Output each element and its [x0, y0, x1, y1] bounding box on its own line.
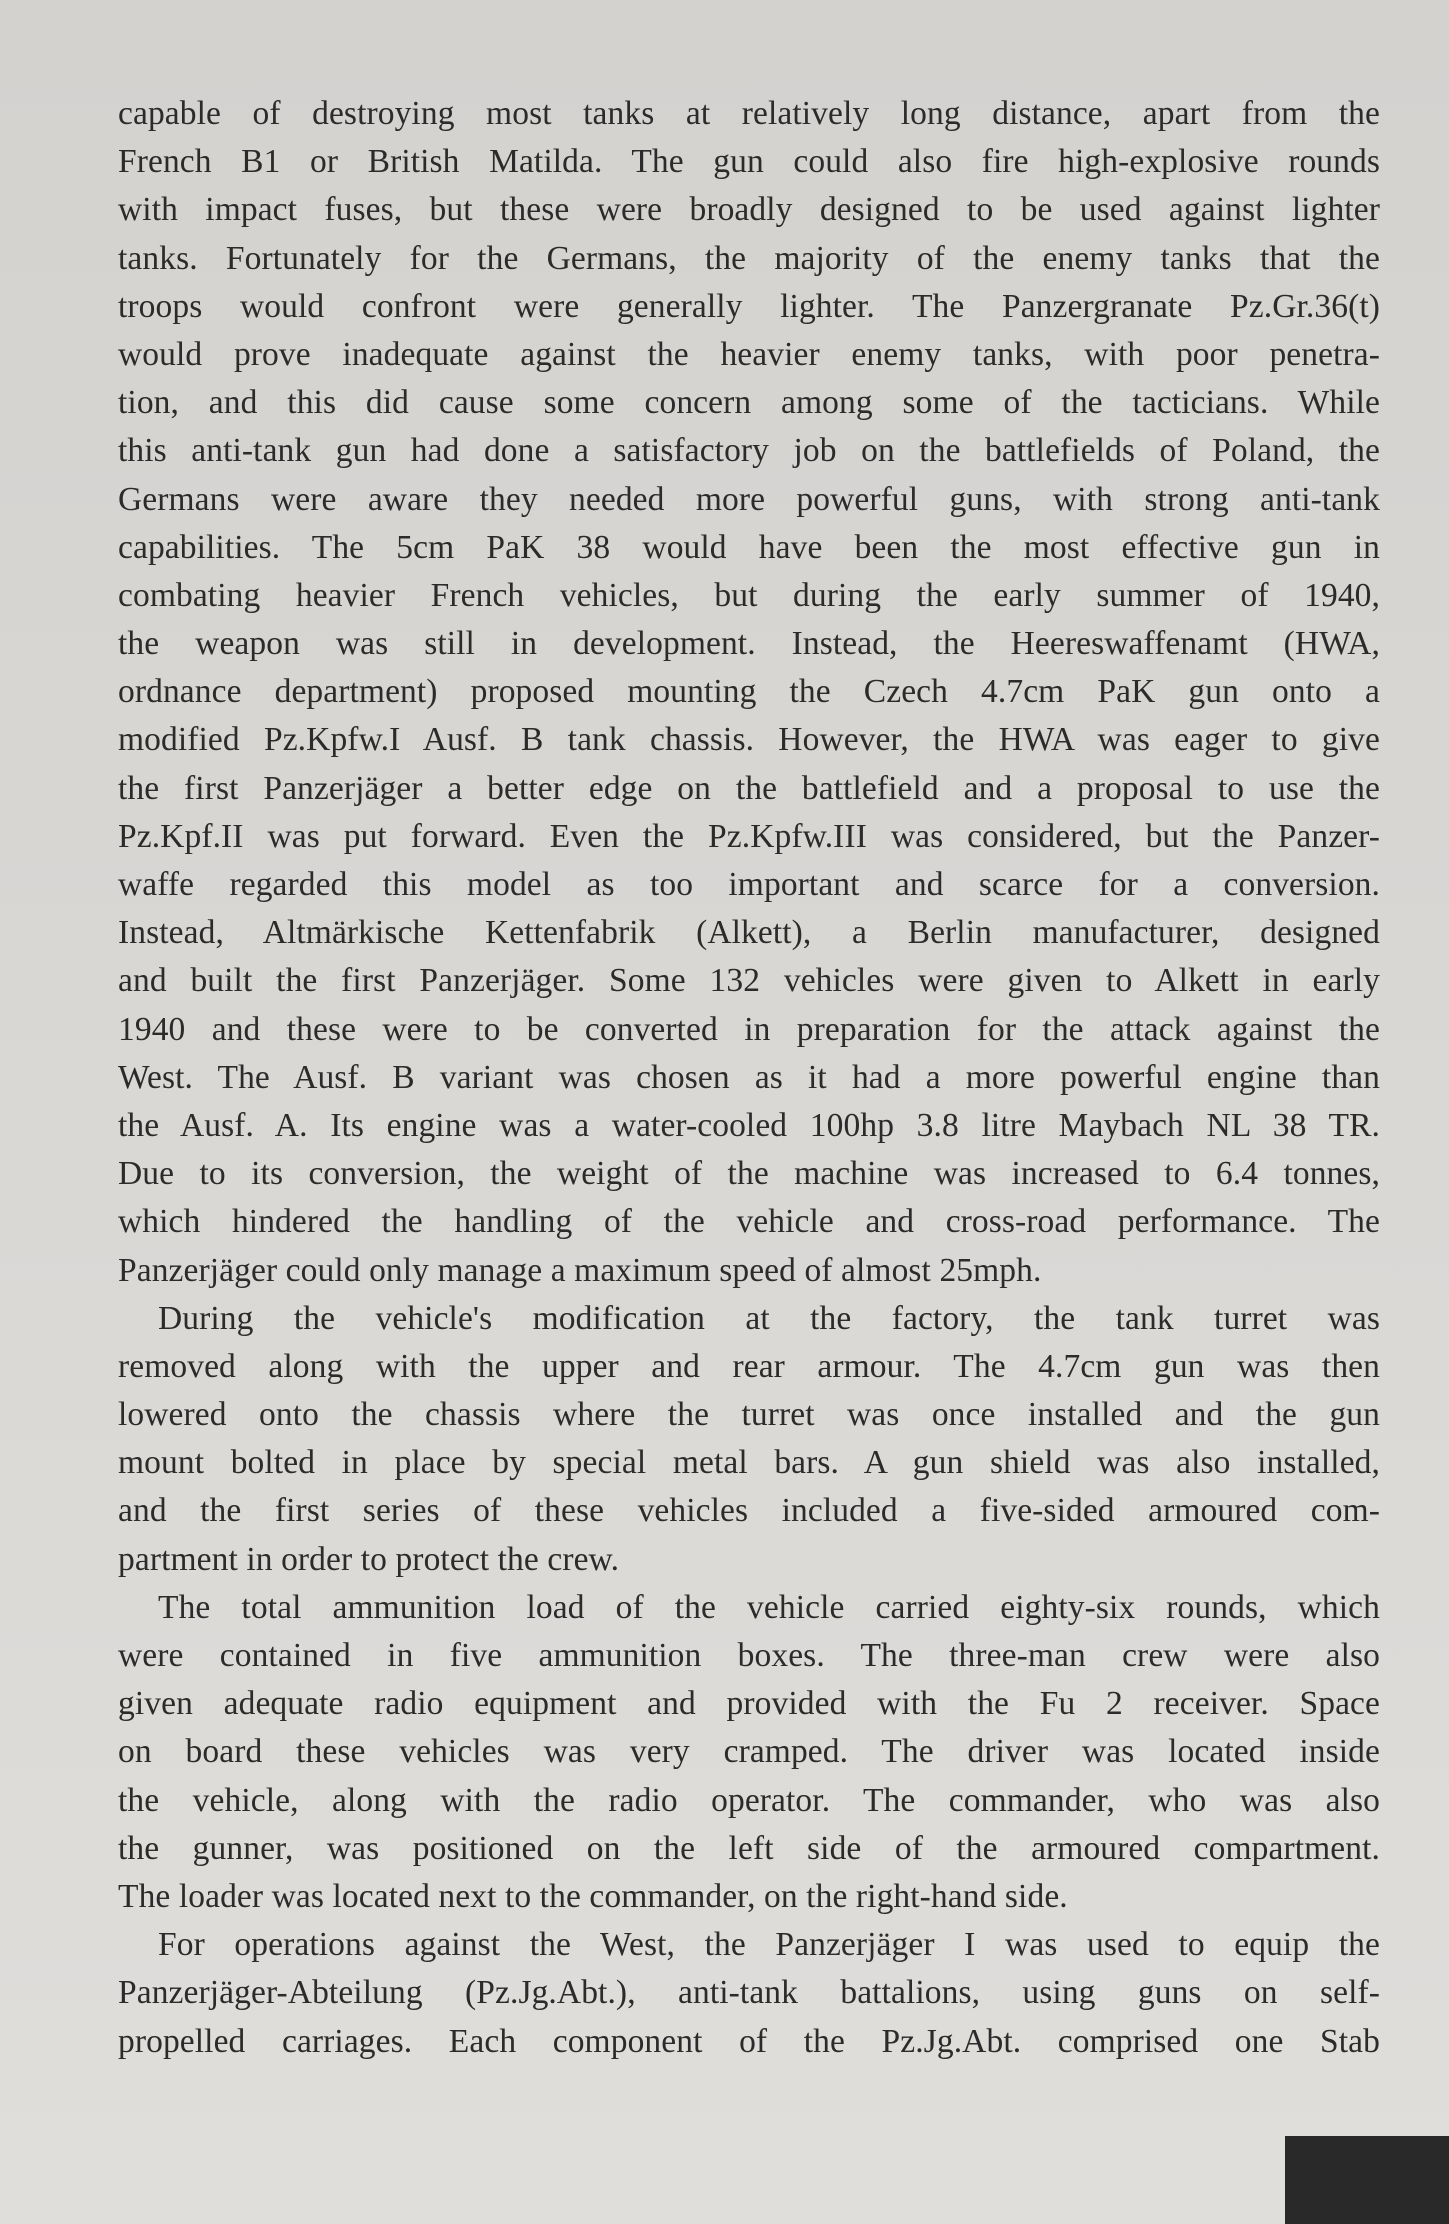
- text-line: Panzerjäger could only manage a maximum speed of almost 25mph.: [118, 1251, 1042, 1289]
- text-line: Due to its conversion, the weight of the machine was increased to 6.4 tonnes,: [118, 1155, 1380, 1193]
- body-text: [118, 90, 1380, 2066]
- text-line: tion, and this did cause some concern among some of the tacticians. While: [118, 384, 1380, 422]
- text-line: For operations against the West, the Panzerjäger I was used to equip the: [158, 1926, 1380, 1964]
- text-line: the gunner, was positioned on the left side of the armoured compartment.: [118, 1829, 1380, 1867]
- text-line: removed along with the upper and rear armour. The 4.7cm gun was then: [118, 1347, 1380, 1385]
- text-line: which hindered the handling of the vehicle and cross-road performance. The: [118, 1203, 1380, 1241]
- text-line: The loader was located next to the commander, on the right-hand side.: [118, 1877, 1068, 1915]
- text-line: mount bolted in place by special metal bars. A gun shield was also installed,: [118, 1444, 1380, 1482]
- paragraph: [118, 1584, 1380, 1921]
- text-line: troops would confront were generally lighter. The Panzergranate Pz.Gr.36(t): [118, 287, 1380, 325]
- text-line: combating heavier French vehicles, but during the early summer of 1940,: [118, 576, 1380, 614]
- text-line: Instead, Altmärkische Kettenfabrik (Alkett), a Berlin manufacturer, designed: [118, 914, 1380, 952]
- text-line: were contained in five ammunition boxes. The three-man crew were also: [118, 1637, 1380, 1674]
- text-line: West. The Ausf. B variant was chosen as it had a more powerful engine than: [118, 1058, 1380, 1096]
- text-line: lowered onto the chassis where the turret was once installed and the gun: [118, 1396, 1380, 1434]
- text-line: 1940 and these were to be converted in preparation for the attack against the: [118, 1010, 1380, 1048]
- text-line: given adequate radio equipment and provided with the Fu 2 receiver. Space: [118, 1685, 1380, 1723]
- text-line: Germans were aware they needed more powerful guns, with strong anti-tank: [118, 480, 1380, 518]
- text-line: French B1 or British Matilda. The gun could also fire high-explosive rounds: [118, 143, 1380, 181]
- text-line: on board these vehicles was very cramped. The driver was located inside: [118, 1733, 1380, 1771]
- text-line: capable of destroying most tanks at relatively long distance, apart from the: [118, 95, 1380, 132]
- text-line: The total ammunition load of the vehicle carried eighty-six rounds, which: [158, 1588, 1380, 1626]
- text-line: propelled carriages. Each component of the Pz.Jg.Abt. comprised one Stab: [118, 2022, 1380, 2060]
- paragraph: [118, 90, 1380, 1295]
- text-line: and the first series of these vehicles included a five-sided armoured com-: [118, 1492, 1380, 1530]
- text-line: and built the first Panzerjäger. Some 132 vehicles were given to Alkett in early: [118, 962, 1380, 1000]
- text-line: partment in order to protect the crew.: [118, 1540, 620, 1578]
- text-line: During the vehicle's modification at the factory, the tank turret was: [158, 1299, 1380, 1337]
- text-line: modified Pz.Kpfw.I Ausf. B tank chassis. However, the HWA was eager to give: [118, 721, 1380, 759]
- text-line: the weapon was still in development. Instead, the Heereswaffenamt (HWA,: [118, 625, 1380, 663]
- text-line: Pz.Kpf.II was put forward. Even the Pz.Kpfw.III was considered, but the Panzer-: [118, 817, 1380, 855]
- text-line: this anti-tank gun had done a satisfactory job on the battlefields of Poland, the: [118, 432, 1380, 470]
- text-line: with impact fuses, but these were broadly designed to be used against lighter: [118, 191, 1380, 229]
- text-line: tanks. Fortunately for the Germans, the majority of the enemy tanks that the: [118, 239, 1380, 277]
- text-line: the first Panzerjäger a better edge on the battlefield and a proposal to use the: [118, 769, 1380, 807]
- text-line: Panzerjäger-Abteilung (Pz.Jg.Abt.), anti-tank battalions, using guns on self-: [118, 1974, 1380, 2012]
- text-line: would prove inadequate against the heavier enemy tanks, with poor penetra-: [118, 335, 1380, 373]
- text-line: ordnance department) proposed mounting the Czech 4.7cm PaK gun onto a: [118, 673, 1380, 711]
- text-line: capabilities. The 5cm PaK 38 would have been the most effective gun in: [118, 528, 1380, 566]
- text-line: waffe regarded this model as too important and scarce for a conversion.: [118, 866, 1380, 903]
- paragraph: [118, 1921, 1380, 2066]
- text-line: the vehicle, along with the radio operator. The commander, who was also: [118, 1781, 1380, 1819]
- text-line: the Ausf. A. Its engine was a water-cooled 100hp 3.8 litre Maybach NL 38 TR.: [118, 1106, 1380, 1144]
- paragraph: [118, 1295, 1380, 1584]
- page-corner-tab: [1285, 2136, 1449, 2224]
